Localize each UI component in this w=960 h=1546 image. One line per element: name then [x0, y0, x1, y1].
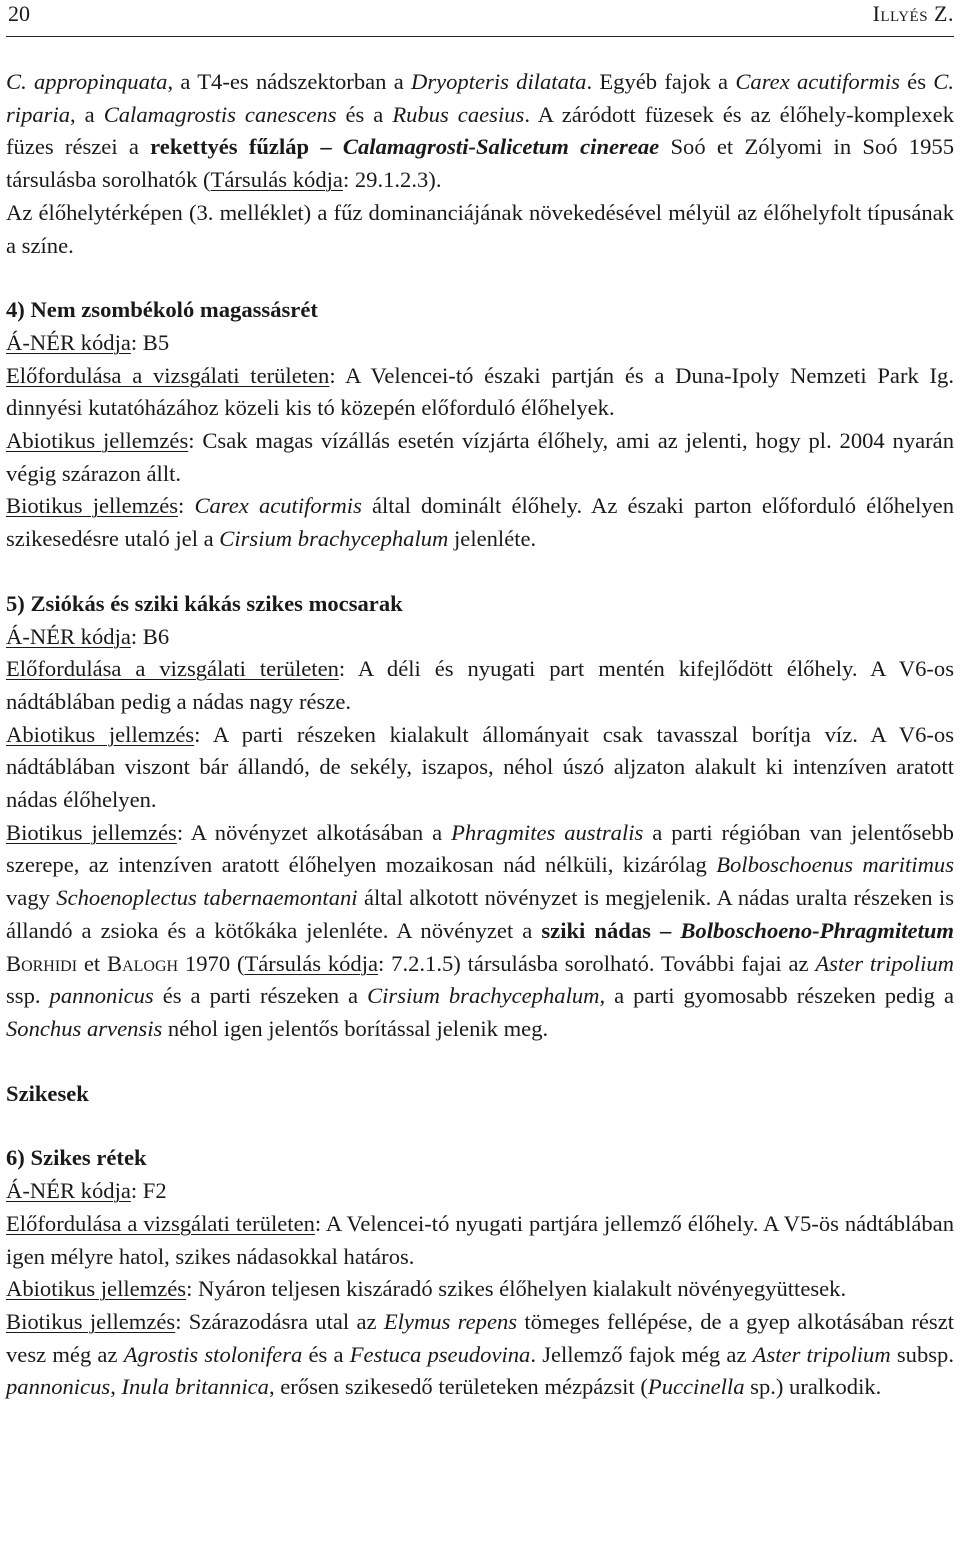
label-tarsulas-kodja: Társulás kódja	[244, 950, 379, 976]
species-name: Dryopteris dilatata	[411, 69, 587, 94]
label-biotic: Biotikus jellemzés	[6, 493, 179, 519]
species-name: Phragmites australis	[451, 819, 644, 845]
community-latin-name: Bolboschoeno-Phragmitetum	[680, 917, 954, 943]
species-name: Calamagrostis canescens	[103, 101, 337, 127]
group-heading-szikesek: Szikesek	[6, 1080, 89, 1106]
intro-paragraph: C. appropinquata, a T4-es nádszektorban a Dryopteris dilatata. Egyéb fajok a Carex acutiformis és C. riparia, a Calamagrostis canescens és a Rubus caesius. A záródott füzesek és az élőhely-komplexek füzes részei a rekettyés fűzláp – Calamagrosti-Salicetum cinereae Soó et Zólyomi in Soó 1955 társulásba sorolhatók (Társulás kódja: 29.1.2.3).	[6, 69, 955, 193]
biotic-paragraph: Biotikus jellemzés: Szárazodásra utal az Elymus repens tömeges fellépése, de a gyep alkotásában részt vesz még az Agrostis stolonifera és a Festuca pseudovina. Jellemző fajok még az Aster tripolium subsp. pannonicus, Inula britannica, erősen szikesedő területeken mézpázsit (Puccinella sp.) uralkodik.	[6, 1308, 955, 1400]
species-name: Puccinella	[647, 1374, 745, 1400]
label-tarsulas-kodja: Társulás kódja	[210, 167, 343, 193]
running-author: Illyés Z.	[872, 1, 954, 26]
species-name: C. appropinquata	[6, 69, 168, 94]
label-aner-kodja: Á-NÉR kódja	[6, 329, 131, 355]
occurrence-paragraph: Előfordulása a vizsgálati területen: A déli és nyugati part mentén kifejlődött élőhely. A V6-os nádtáblában pedig a nádas nagy része.	[6, 656, 954, 714]
species-name: pannonicus	[6, 1374, 111, 1400]
species-name: Aster tripolium	[815, 950, 954, 976]
species-name: Carex acutiformis	[735, 69, 900, 94]
species-name: Carex acutiformis	[194, 493, 362, 519]
biotic-paragraph: Biotikus jellemzés: Carex acutiformis által dominált élőhely. Az északi parton előforduló élőhelyen szikesedésre utaló jel a Cirsium brachycephalum jelenléte.	[6, 493, 954, 552]
label-biotic: Biotikus jellemzés	[6, 1308, 176, 1334]
page-number: 20	[8, 1, 30, 26]
label-occurrence: Előfordulása a vizsgálati területen	[6, 362, 330, 388]
page-header	[6, 0, 954, 37]
species-name: Aster tripolium	[752, 1341, 891, 1367]
species-name: pannonicus	[49, 983, 154, 1009]
abiotic-paragraph: Abiotikus jellemzés: A parti részeken kialakult állományait csak tavasszal borítja víz. A V6-os nádtáblában viszont bár állandó, de sekély, iszapos, néhol úszó aljzaton alakult ki intenzíven aratott nádas élőhelyen.	[6, 721, 954, 813]
aner-code-line: Á-NÉR kódja: B6	[6, 623, 170, 649]
map-note-paragraph: Az élőhelytérképen (3. melléklet) a fűz dominanciájának növekedésével mélyül az élőhelyfolt típusának a színe.	[6, 199, 954, 258]
abiotic-paragraph: Abiotikus jellemzés: Csak magas vízállás esetén vízjárta élőhely, ami az jelenti, hogy pl. 2004 nyarán végig szárazon állt.	[6, 428, 955, 486]
biotic-paragraph: Biotikus jellemzés: A növényzet alkotásában a Phragmites australis a parti régióban van jelentősebb szerepe, az intenzíven aratott élőhelyen mozaikosan nád nélküli, kizárólag Bolboschoenus maritimus vagy Schoenoplectus tabernaemontani által alkotott növényzet is megjelenik. A nádas uralta részeken is állandó a zsioka és a kötőkáka jelenléte. A növényzet a sziki nádas – Bolboschoeno-Phragmitetum Borhidi et Balogh 1970 (Társulás kódja: 7.2.1.5) társulásba sorolható. További fajai az Aster tripolium ssp. pannonicus és a parti részeken a Cirsium brachycephalum, a parti gyomosabb részeken pedig a Sonchus arvensis néhol igen jelentős borítással jelenik meg.	[6, 819, 954, 1041]
label-aner-kodja: Á-NÉR kódja	[6, 623, 131, 649]
species-name: Elymus repens	[383, 1308, 518, 1334]
community-name: rekettyés fűzláp –	[150, 134, 343, 160]
occurrence-paragraph: Előfordulása a vizsgálati területen: A Velencei-tó nyugati partjára jellemző élőhely. A V5-ös nádtáblában igen mélyre hatol, szikes nádasokkal határos.	[6, 1210, 954, 1269]
label-biotic: Biotikus jellemzés	[6, 819, 177, 845]
label-occurrence: Előfordulása a vizsgálati területen	[6, 1210, 315, 1236]
section-heading-4: 4) Nem zsombékoló magassásrét	[6, 297, 318, 323]
species-name: Festuca pseudovina	[349, 1341, 531, 1367]
species-name: Cirsium brachycephalum	[219, 526, 449, 552]
community-name: sziki nádas –	[541, 917, 681, 943]
author-name: Borhidi	[6, 950, 78, 976]
species-name: Agrostis stolonifera	[123, 1341, 303, 1367]
section-heading-5: 5) Zsiókás és sziki kákás szikes mocsarak	[6, 590, 403, 616]
label-abiotic: Abiotikus jellemzés	[6, 428, 189, 454]
occurrence-paragraph: Előfordulása a vizsgálati területen: A Velencei-tó északi partján és a Duna-Ipoly Nemzeti Park Ig. dinnyési kutatóházához közeli kis tó közepén előforduló élőhelyek.	[6, 362, 954, 421]
aner-code-line: Á-NÉR kódja: B5	[6, 329, 170, 355]
page-body	[6, 66, 954, 1404]
species-name: Bolboschoenus maritimus	[716, 852, 954, 878]
label-aner-kodja: Á-NÉR kódja	[6, 1178, 131, 1204]
species-name: Inula britannica	[121, 1374, 269, 1400]
species-name: Rubus caesius	[392, 101, 525, 127]
label-abiotic: Abiotikus jellemzés	[6, 721, 195, 747]
species-name: Sonchus arvensis	[6, 1015, 163, 1041]
aner-code-line: Á-NÉR kódja: F2	[6, 1178, 167, 1204]
section-heading-6: 6) Szikes rétek	[6, 1145, 147, 1171]
author-name: Balogh	[107, 950, 179, 976]
abiotic-paragraph: Abiotikus jellemzés: Nyáron teljesen kiszáradó szikes élőhelyen kialakult növényegyüttesek.	[6, 1276, 847, 1302]
species-name: Cirsium brachycephalum	[367, 983, 600, 1009]
label-abiotic: Abiotikus jellemzés	[6, 1276, 187, 1302]
species-name: C. riparia	[6, 69, 954, 127]
species-name: Schoenoplectus tabernaemontani	[56, 885, 358, 911]
community-latin-name: Calamagrosti-Salicetum cinereae	[342, 134, 660, 160]
label-occurrence: Előfordulása a vizsgálati területen	[6, 656, 339, 682]
